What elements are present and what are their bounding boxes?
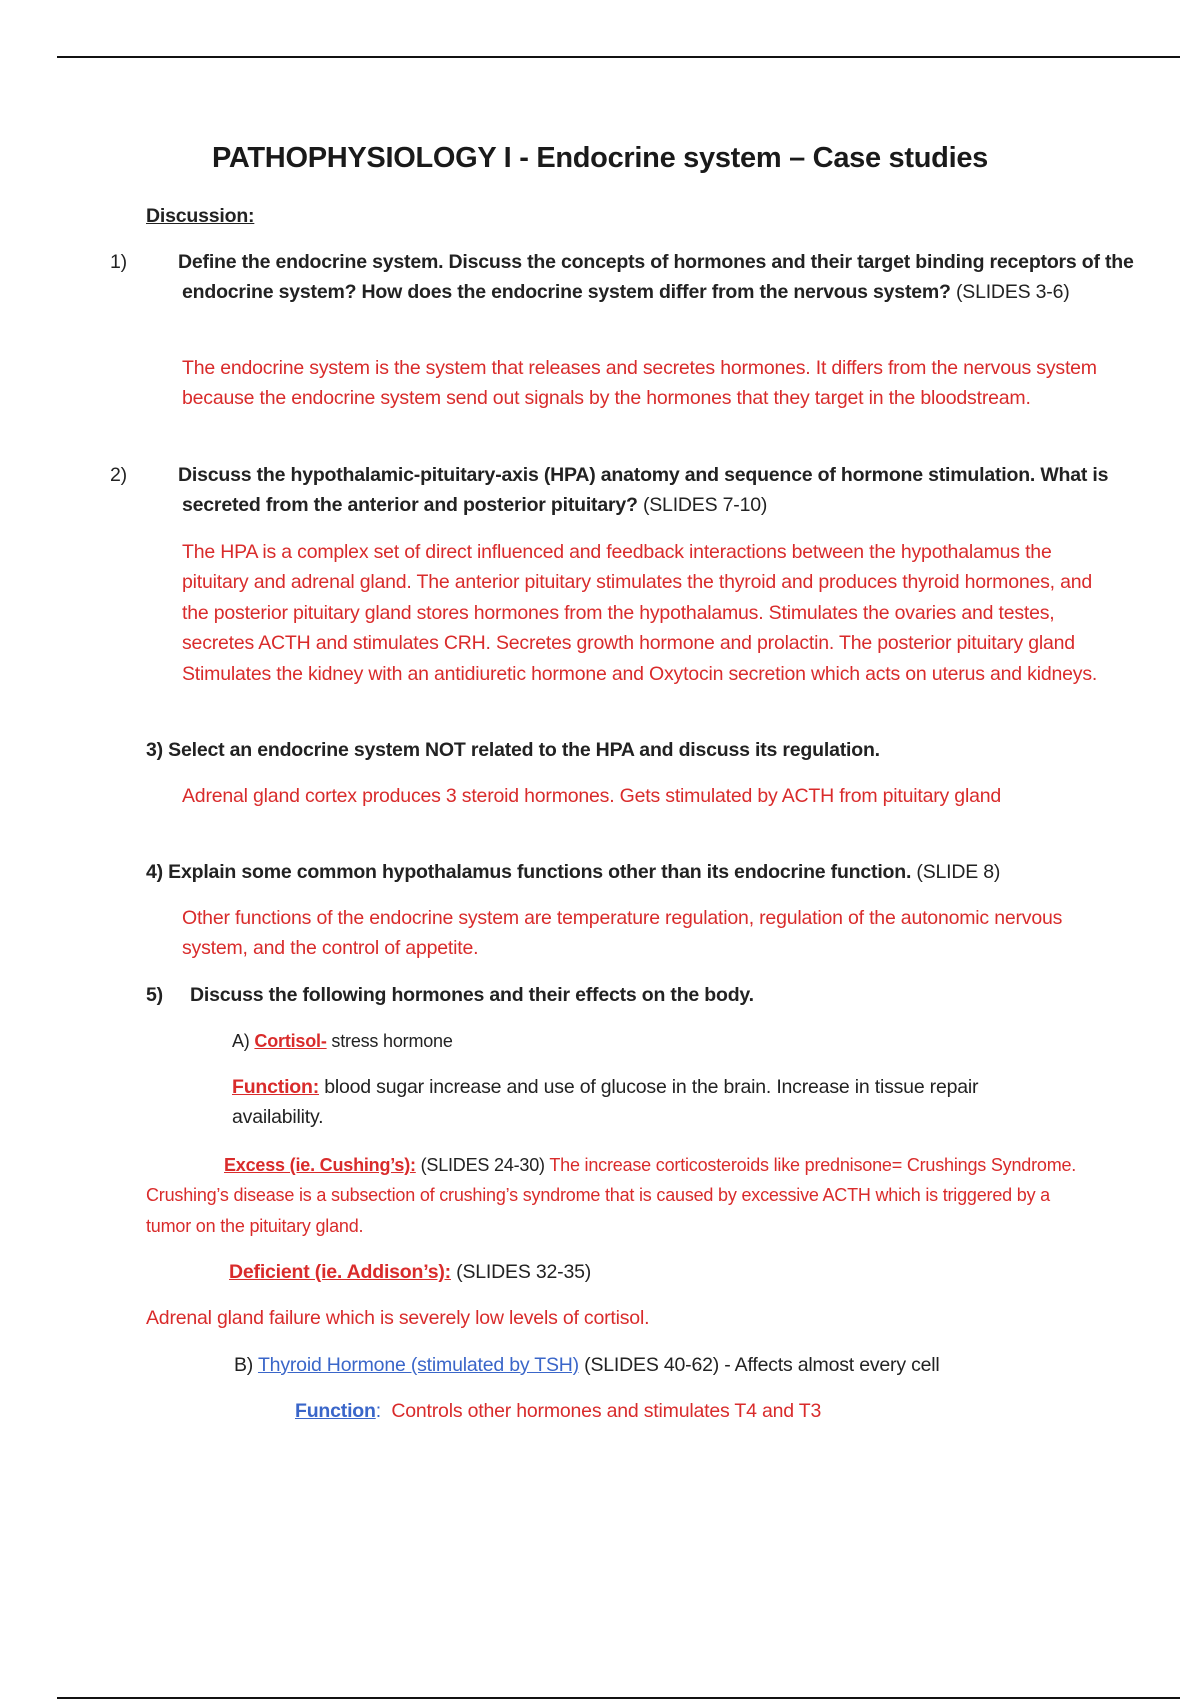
deficient-label: Deficient (ie. Addison’s): [229, 1261, 451, 1283]
question-text: Select an endocrine system NOT related to the HPA and discuss its regulation. [168, 739, 880, 761]
cortisol-desc: stress hormone [326, 1031, 453, 1051]
question-1 [110, 247, 1142, 308]
question-number: 1) [110, 251, 127, 273]
slide-ref: (SLIDES 3-6) [955, 281, 1070, 304]
top-rule [57, 56, 1180, 58]
answer-1: The endocrine system is the system that releases and secretes hormones. It differs from the nervous system because the endocrine system send out signals by the hormones that they target in the bloodstream. [182, 357, 1097, 410]
question-number: 4) [146, 861, 163, 883]
deficient-ref: (SLIDES 32-35) [450, 1261, 592, 1283]
cortisol-heading [232, 1026, 453, 1056]
function-text: blood sugar increase and use of glucose in the brain. Increase in tissue repair availability. [232, 1076, 979, 1129]
function-text: Controls other hormones and stimulates T4 and T3 [380, 1400, 822, 1422]
answer-2: The HPA is a complex set of direct influenced and feedback interactions between the hypothalamus the pituitary and adrenal gland. The anterior pituitary stimulates the thyroid and produces thyroid hormones, and the posterior pituitary gland stores hormones from the hypothalamus. Stimulates the ovaries and testes, secretes ACTH and stimulates CRH. Secretes growth hormone and prolactin. The posterior pituitary gland Stimulates the kidney with an antidiuretic hormone and Oxytocin secretion which acts on uterus and kidneys. [182, 541, 1098, 685]
thyroid-link[interactable]: Thyroid Hormone (stimulated by TSH) [257, 1354, 579, 1376]
question-text: Discuss the following hormones and their effects on the body. [190, 984, 754, 1006]
page-title: PATHOPHYSIOLOGY I - Endocrine system – Case studies [212, 142, 988, 174]
discussion-heading: Discussion: [146, 205, 255, 227]
question-text: Discuss the hypothalamic-pituitary-axis (HPA) anatomy and sequence of hormone stimulation. What is secreted from the anterior and posterior pituitary? [178, 464, 1109, 517]
cortisol-deficient [229, 1257, 591, 1287]
cortisol-link: Cortisol- [254, 1031, 327, 1051]
thyroid-desc: (SLIDES 40-62) - Affects almost every cell [578, 1354, 940, 1376]
bottom-rule [57, 1697, 1180, 1699]
thyroid-heading [234, 1350, 940, 1380]
cortisol-function [232, 1072, 1052, 1133]
function-label: Function [295, 1400, 376, 1422]
item-prefix: A) [232, 1031, 250, 1051]
item-prefix: B) [234, 1354, 258, 1376]
question-text: Explain some common hypothalamus functions other than its endocrine function. [168, 861, 912, 883]
question-4 [146, 857, 1106, 887]
answer-4: Other functions of the endocrine system are temperature regulation, regulation of the autonomic nervous system, and the control of appetite. [182, 907, 1063, 960]
slide-ref: (SLIDE 8) [916, 861, 1001, 883]
function-label: Function: [232, 1076, 320, 1098]
thyroid-function [295, 1396, 821, 1426]
excess-ref: (SLIDES 24-30) [415, 1155, 545, 1175]
deficient-text: Adrenal gland failure which is severely low levels of cortisol. [146, 1307, 650, 1329]
question-2 [110, 460, 1142, 521]
question-3 [146, 735, 1106, 765]
function-colon: : [375, 1400, 381, 1422]
cortisol-excess [146, 1150, 1091, 1241]
question-text: Define the endocrine system. Discuss the concepts of hormones and their target binding receptors of the endocrine system? How does the endocrine system differ from the nervous system? [178, 251, 1134, 304]
question-number: 3) [146, 739, 163, 761]
excess-text: The increase corticosteroids like prednisone= Crushings Syndrome. Crushing’s disease is a subsection of crushing’s syndrome that is caused by excessive ACTH which is triggered by a tumor on the pituitary gland. [146, 1155, 1077, 1236]
question-5 [146, 980, 1106, 1010]
excess-label: Excess (ie. Cushing’s): [224, 1155, 416, 1175]
question-number: 5) [146, 984, 163, 1006]
question-number: 2) [110, 464, 127, 486]
slide-ref: (SLIDES 7-10) [642, 494, 768, 517]
answer-3: Adrenal gland cortex produces 3 steroid hormones. Gets stimulated by ACTH from pituitary gland [182, 785, 1002, 807]
